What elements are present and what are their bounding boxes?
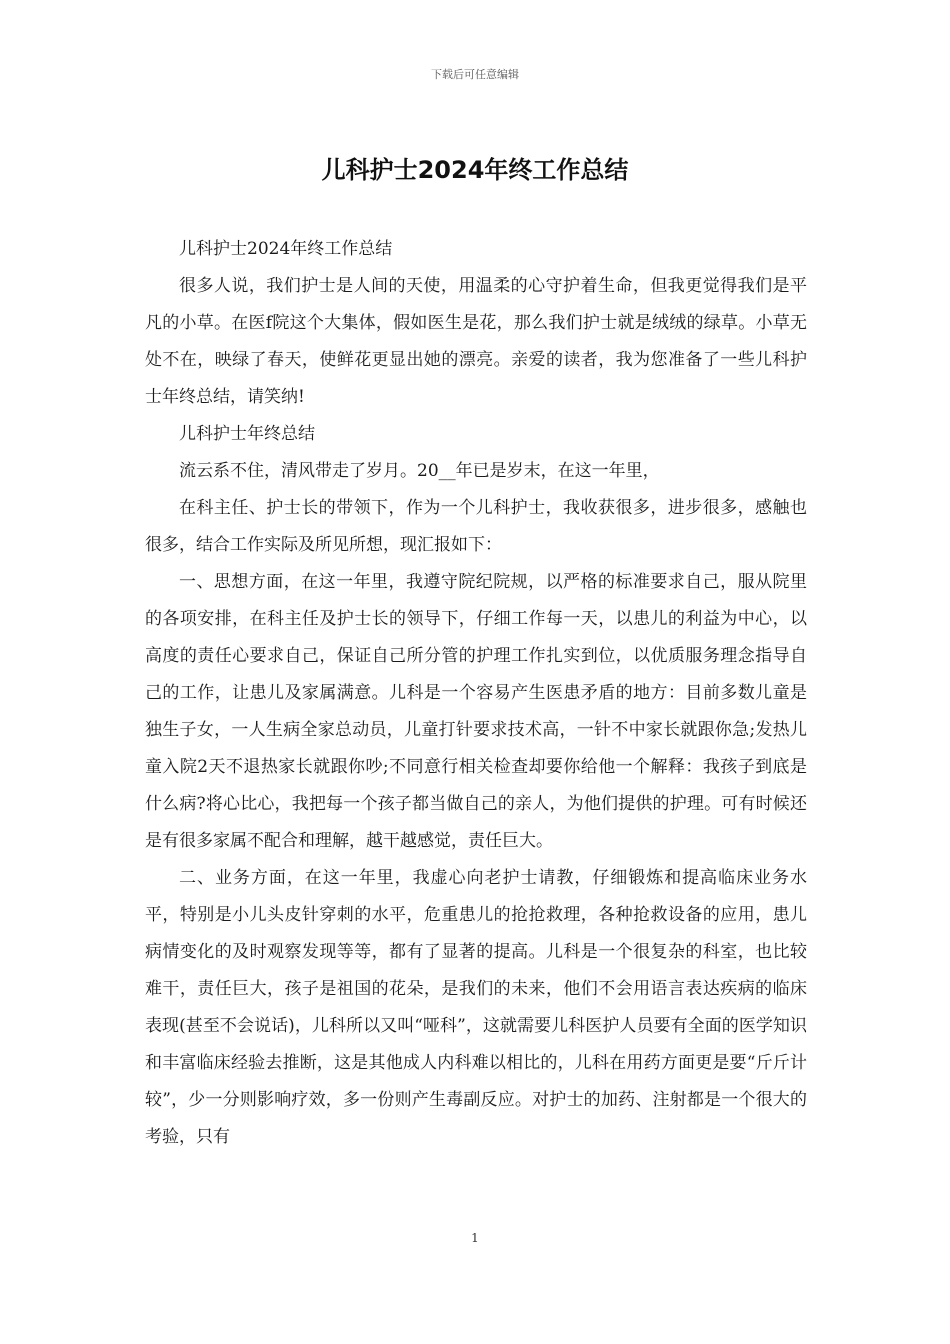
paragraph-ideology: 一、思想方面，在这一年里，我遵守院纪院规，以严格的标准要求自己，服从院里的各项安排，在科主任及护士长的领导下，仔细工作每一天，以患儿的利益为中心，以高度的责任心要求自己，保证自己所分管的护理工作扎实到位，以优质服务理念指导自己的工作，让患儿及家属满意。儿科是一个容易产生医患矛盾的地方：目前多数儿童是独生子女，一人生病全家总动员，儿童打针要求技术高，一针不中家长就跟你急;发热儿童入院2天不退热家长就跟你吵;不同意行相关检查却要你给他一个解释：我孩子到底是什么病?将心比心，我把每一个孩子都当做自己的亲人，为他们提供的护理。可有时候还是有很多家属不配合和理解，越干越感觉，责任巨大。 bbox=[145, 572, 807, 851]
paragraph-business: 二、业务方面，在这一年里，我虚心向老护士请教，仔细锻炼和提高临床业务水平，特别是小儿头皮针穿刺的水平，危重患儿的抢抢救理，各种抢救设备的应用，患儿病情变化的及时观察发现等等，都有了显著的提高。儿科是一个很复杂的科室，也比较难干，责任巨大，孩子是祖国的花朵，是我们的未来，他们不会用语言表达疾病的临床表现(甚至不会说话)，儿科所以又叫“哑科”，这就需要儿科医护人员要有全面的医学知识和丰富临床经验去推断，这是其他成人内科难以相比的，儿科在用药方面更是要“斤斤计较”，少一分则影响疗效，多一份则产生毒副反应。对护士的加药、注射都是一个很大的考验，只有 bbox=[145, 868, 807, 1147]
document-title: 儿科护士2024年终工作总结 bbox=[321, 156, 629, 184]
paragraph-section-heading: 儿科护士年终总结 bbox=[179, 424, 315, 444]
paragraph-report-intro: 在科主任、护士长的带领下，作为一个儿科护士，我收获很多，进步很多，感触也很多，结合工作实际及所见所想，现汇报如下： bbox=[145, 498, 807, 555]
paragraph-subtitle: 儿科护士2024年终工作总结 bbox=[179, 239, 393, 259]
page-number: 1 bbox=[471, 1231, 479, 1245]
paragraph-intro: 很多人说，我们护士是人间的天使，用温柔的心守护着生命，但我更觉得我们是平凡的小草。在医f院这个大集体，假如医生是花，那么我们护士就是绒绒的绿草。小草无处不在，映绿了春天，使鲜花更显出她的漂亮。亲爱的读者，我为您准备了一些儿科护士年终总结，请笑纳! bbox=[145, 276, 807, 407]
paragraph-opening: 流云系不住，清风带走了岁月。20__年已是岁末，在这一年里， bbox=[179, 461, 660, 481]
document-body bbox=[145, 231, 807, 1156]
header-note: 下载后可任意编辑 bbox=[431, 68, 519, 81]
